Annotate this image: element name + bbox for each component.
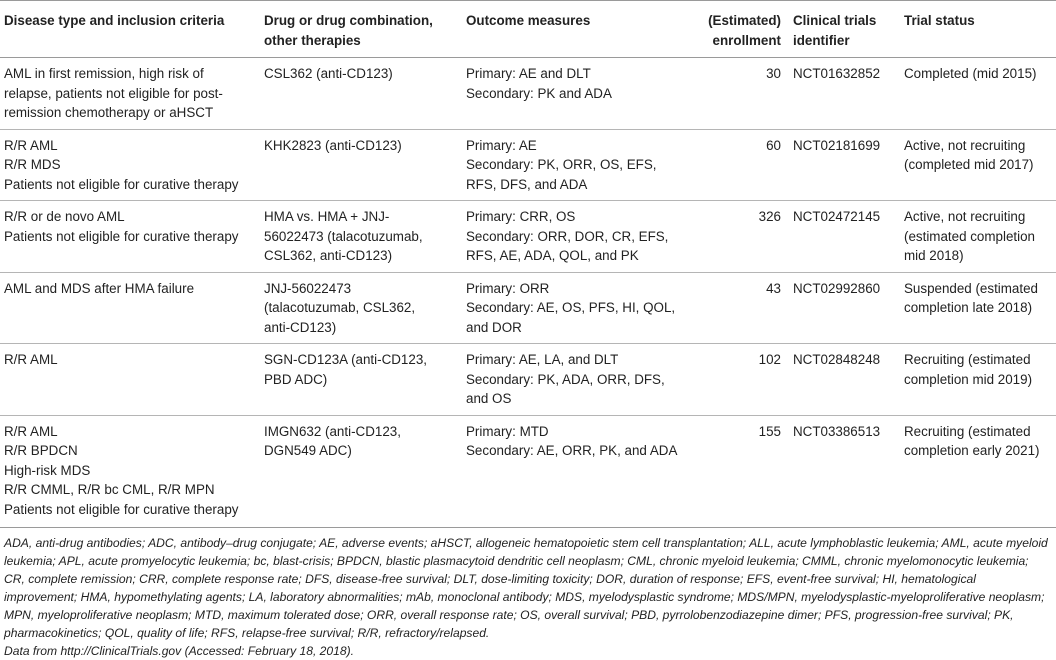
table-header	[0, 1, 1056, 58]
header-drug: Drug or drug combination, other therapies	[258, 1, 460, 58]
abbreviations-note: ADA, anti-drug antibodies; ADC, antibody–drug conjugate; AE, adverse events; aHSCT, allogeneic hematopoietic stem cell transplantation; ALL, acute lymphoblastic leukemia; AML, acute myeloid leukemia; APL, acute promyelocytic leukemia; bc, blast-crisis; BPDCN, blastic plasmacytoid dendritic cell neoplasm; CML, chronic myeloid leukemia; CMML, chronic myelomonocytic leukemia; CR, complete remission; CRR, complete response rate; DFS, disease-free survival; DLT, dose-limiting toxicity; DOR, duration of response; EFS, event-free survival; HI, hematological improvement; HMA, hypomethylating agents; LA, laboratory abnormalities; mAb, monoclonal antibody; MDS, myelodysplastic syndrome; MDS/MPN, myelodysplastic-myeloproliferative neoplasm; MPN, myeloproliferative neoplasm; MTD, maximum tolerated dose; ORR, overall response rate; OS, overall survival; PBD, pyrrolobenzodiazepine dimer; PFS, progression-free survival; PK, pharmacokinetics; QOL, quality of life; RFS, relapse-free survival; R/R, refractory/relapsed.	[4, 536, 1048, 640]
cell-outcome: Primary: AE and DLT Secondary: PK and ADA	[460, 58, 694, 130]
cell-outcome: Primary: CRR, OS Secondary: ORR, DOR, CR, EFS, RFS, AE, ADA, QOL, and PK	[460, 201, 694, 273]
cell-identifier: NCT02848248	[787, 344, 898, 416]
cell-outcome: Primary: ORR Secondary: AE, OS, PFS, HI, QOL, and DOR	[460, 272, 694, 344]
cell-status: Active, not recruiting (completed mid 2017)	[898, 129, 1056, 201]
cell-status: Recruiting (estimated completion early 2021)	[898, 415, 1056, 528]
cell-drug: IMGN632 (anti-CD123, DGN549 ADC)	[258, 415, 460, 528]
cell-enrollment: 43	[694, 272, 787, 344]
cell-outcome: Primary: AE, LA, and DLT Secondary: PK, ADA, ORR, DFS, and OS	[460, 344, 694, 416]
cell-disease: R/R AML R/R BPDCN High-risk MDS R/R CMML, R/R bc CML, R/R MPN Patients not eligible for curative therapy	[0, 415, 258, 528]
cell-status: Completed (mid 2015)	[898, 58, 1056, 130]
cell-identifier: NCT01632852	[787, 58, 898, 130]
table-row	[0, 129, 1056, 201]
cell-drug: SGN-CD123A (anti-CD123, PBD ADC)	[258, 344, 460, 416]
cell-disease: R/R AML	[0, 344, 258, 416]
cell-status: Recruiting (estimated completion mid 2019)	[898, 344, 1056, 416]
header-enrollment: (Estimated) enrollment	[694, 1, 787, 58]
table-footnote	[4, 534, 1052, 660]
cell-disease: R/R or de novo AML Patients not eligible for curative therapy	[0, 201, 258, 273]
cell-enrollment: 102	[694, 344, 787, 416]
cell-disease: AML and MDS after HMA failure	[0, 272, 258, 344]
cell-enrollment: 60	[694, 129, 787, 201]
table-row	[0, 344, 1056, 416]
cell-drug: CSL362 (anti-CD123)	[258, 58, 460, 130]
table-row	[0, 272, 1056, 344]
cell-disease: AML in first remission, high risk of relapse, patients not eligible for post- remission chemotherapy or aHSCT	[0, 58, 258, 130]
cell-drug: JNJ-56022473 (talacotuzumab, CSL362, anti-CD123)	[258, 272, 460, 344]
cell-identifier: NCT03386513	[787, 415, 898, 528]
source-note: Data from http://ClinicalTrials.gov (Accessed: February 18, 2018).	[4, 644, 354, 658]
header-identifier: Clinical trials identifier	[787, 1, 898, 58]
cell-enrollment: 326	[694, 201, 787, 273]
cell-disease: R/R AML R/R MDS Patients not eligible for curative therapy	[0, 129, 258, 201]
cell-identifier: NCT02992860	[787, 272, 898, 344]
header-outcome: Outcome measures	[460, 1, 694, 58]
table-row	[0, 58, 1056, 130]
cell-drug: KHK2823 (anti-CD123)	[258, 129, 460, 201]
cell-identifier: NCT02472145	[787, 201, 898, 273]
table-row	[0, 201, 1056, 273]
cell-outcome: Primary: AE Secondary: PK, ORR, OS, EFS, RFS, DFS, and ADA	[460, 129, 694, 201]
header-status: Trial status	[898, 1, 1056, 58]
cell-drug: HMA vs. HMA + JNJ- 56022473 (talacotuzumab, CSL362, anti-CD123)	[258, 201, 460, 273]
cell-enrollment: 155	[694, 415, 787, 528]
cell-status: Active, not recruiting (estimated completion mid 2018)	[898, 201, 1056, 273]
cell-enrollment: 30	[694, 58, 787, 130]
table-row	[0, 415, 1056, 528]
cell-identifier: NCT02181699	[787, 129, 898, 201]
header-disease: Disease type and inclusion criteria	[0, 1, 258, 58]
cell-status: Suspended (estimated completion late 2018)	[898, 272, 1056, 344]
cell-outcome: Primary: MTD Secondary: AE, ORR, PK, and ADA	[460, 415, 694, 528]
